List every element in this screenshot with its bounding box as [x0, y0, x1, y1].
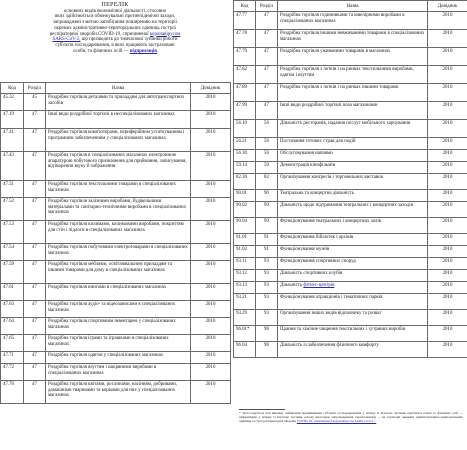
row-code: 93.13	[234, 282, 256, 294]
table-row	[234, 234, 467, 246]
row-section: 47	[24, 244, 46, 261]
right-page	[233, 0, 467, 450]
row-reference: 2010	[191, 261, 231, 284]
row-reference: 2010	[428, 30, 467, 48]
row-name: Роздрібна торгівля взуттям і шкіряними виробами в спеціалізованих магазинах	[46, 364, 191, 381]
table-row	[234, 190, 467, 202]
row-reference: 2010	[428, 202, 467, 218]
footnote	[239, 411, 463, 423]
row-code: 47.63	[1, 301, 24, 318]
row-name: Роздрібна торгівля одягом у спеціалізованих магазинах	[46, 352, 191, 364]
table-row	[1, 198, 231, 221]
row-section: 47	[24, 301, 46, 318]
row-section: 56	[256, 138, 278, 150]
row-name	[278, 282, 428, 294]
row-name: Постачання готових страв для подій	[278, 138, 428, 150]
table-row	[234, 120, 467, 138]
row-code: 56.30	[234, 150, 256, 162]
row-name: Роздрібна торгівля побутовими електротоварами в спеціалізованих магазинах	[46, 244, 191, 261]
heading-line-5a: респіраторної хвороби COVID-19, спричиненої	[49, 31, 149, 37]
table-row	[234, 84, 467, 102]
footnote-tail: COVID-19, спричиненої коронавірусом SARS-CoV-2.".	[296, 419, 377, 424]
row-reference: 2010	[191, 129, 231, 152]
heading-line-7: суб'єктів господарювання, в яких працюють застраховані	[55, 42, 175, 48]
document-heading	[0, 0, 230, 82]
row-section: 96	[256, 342, 278, 358]
row-reference: 2010	[428, 66, 467, 84]
row-code: 47.61	[1, 284, 24, 301]
row-code: 47.65	[1, 335, 24, 352]
row-reference: 2010	[191, 318, 231, 335]
header-section: Розділ	[256, 1, 278, 12]
table-row	[1, 364, 231, 381]
table-row	[234, 310, 467, 326]
row-code: 47.99	[234, 102, 256, 120]
table-row	[1, 261, 231, 284]
row-code: 47.78	[234, 30, 256, 48]
footnote-rule	[239, 409, 285, 410]
row-code: 90.02	[234, 202, 256, 218]
table-row	[234, 294, 467, 310]
table-row	[234, 30, 467, 48]
header-name: Назва	[46, 83, 191, 94]
row-section: 47	[256, 48, 278, 66]
table-row	[1, 335, 231, 352]
row-section: 47	[24, 221, 46, 244]
row-section: 93	[256, 270, 278, 282]
heading-line-8a: особи, та фізичних осіб —	[73, 48, 129, 54]
row-reference: 2010	[428, 12, 467, 30]
row-section: 56	[256, 150, 278, 162]
row-name: Роздрібна торгівля спортивним інвентарем у спеціалізованих магазинах	[46, 318, 191, 335]
row-name: Обслуговування напоями	[278, 150, 428, 162]
table-row	[1, 244, 231, 261]
row-reference: 2010	[428, 310, 467, 326]
row-section: 90	[256, 202, 278, 218]
footnote-text: * Застосовується для випадку зайнятими працівниками суб'єктів господарювання у зв'язку із втратою частини заробітної плати та фізичних осіб — підприємців у зв'язку із втратою частини доходу внаслідок запровадження ґарантованому ... на території окремих адміністративно-територіальних одиниць гострої респіраторної хвороби	[239, 411, 463, 424]
table-row	[234, 150, 467, 162]
heading-line-2: яких здійснюється обмежувальні протиепідемічні заходи,	[54, 14, 176, 20]
row-code: 47.77	[234, 12, 256, 30]
row-section: 93	[256, 258, 278, 270]
row-reference: 2010	[428, 234, 467, 246]
heading-link-entrepreneurs[interactable]: підприємців	[129, 48, 157, 54]
row-code: 47.59	[1, 261, 24, 284]
header-code: Код	[234, 1, 256, 12]
row-name: Функціонування музеїв	[278, 246, 428, 258]
row-name: Роздрібна торгівля годинниками та ювелірними виробами в спеціалізованих магазинах	[278, 12, 428, 30]
table-row	[1, 129, 231, 152]
row-reference: 2010	[191, 94, 231, 111]
row-reference: 2010	[428, 120, 467, 138]
row-name: Роздрібна торгівля книгами в спеціалізованих магазинах	[46, 284, 191, 301]
row-code: 56.10	[234, 120, 256, 138]
row-code: 47.76	[1, 381, 24, 404]
row-code: 47.51	[1, 181, 24, 198]
table-row	[234, 48, 467, 66]
heading-line-1: основних видів економічної діяльності, стосовно	[63, 8, 167, 14]
row-section: 47	[24, 129, 46, 152]
row-reference: 2010	[428, 294, 467, 310]
row-code: 91.01	[234, 234, 256, 246]
header-section: Розділ	[24, 83, 46, 94]
row-section: 47	[24, 352, 46, 364]
row-name: Роздрібна торгівля з лотків і на ринках текстильними виробами, одягом і взуттям	[278, 66, 428, 84]
row-section: 47	[24, 381, 46, 404]
row-code: 96.04	[234, 342, 256, 358]
heading-link-sars[interactable]: SARS-CoV-2,	[52, 37, 81, 43]
row-section: 93	[256, 294, 278, 310]
row-name: Роздрібна торгівля текстильними товарами в спеціалізованих магазинах	[46, 181, 191, 198]
row-reference: 2010	[428, 174, 467, 190]
table-row	[234, 174, 467, 190]
table-row	[234, 246, 467, 258]
table-row	[234, 218, 467, 234]
row-section: 47	[24, 284, 46, 301]
row-reference: 2010	[191, 152, 231, 181]
row-name: Інші види роздрібної торгівлі в неспеціалізованих магазинах	[46, 111, 191, 129]
table-row	[1, 352, 231, 364]
row-code: 93.21	[234, 294, 256, 310]
row-reference: 2010	[428, 150, 467, 162]
heading-line-3: запроваджені з метою запобігання поширенню на території	[52, 20, 177, 26]
row-code: 82.30	[234, 174, 256, 190]
row-reference: 2010	[191, 335, 231, 352]
activities-table-left	[0, 82, 231, 404]
row-reference: 2010	[428, 84, 467, 102]
table-header-row	[1, 83, 231, 94]
table-row	[1, 381, 231, 404]
row-name: Демонстрація кінофільмів	[278, 162, 428, 174]
row-reference: 2010	[428, 282, 467, 294]
row-code: 93.29	[234, 310, 256, 326]
row-name: Прання та хімічне чищення текстильних і хутряних виробів	[278, 326, 428, 342]
row-reference: 2010	[428, 102, 467, 120]
row-reference: 2010	[191, 221, 231, 244]
table-row	[1, 301, 231, 318]
left-page	[0, 0, 230, 450]
row-section: 96	[256, 326, 278, 342]
row-reference: 2010	[191, 301, 231, 318]
row-reference: 2010	[428, 270, 467, 282]
row-section: 90	[256, 190, 278, 202]
row-name: Роздрібна торгівля меблями, освітлювальним приладдям та іншими товарами для дому в спеціалізованих магазинах	[46, 261, 191, 284]
row-section: 56	[256, 120, 278, 138]
table-row	[234, 202, 467, 218]
table-row	[234, 342, 467, 358]
row-reference: 2010	[191, 198, 231, 221]
table-header-row	[234, 1, 467, 12]
table-row	[1, 318, 231, 335]
table-row	[234, 326, 467, 342]
row-section: 90	[256, 218, 278, 234]
row-code: 47.41	[1, 129, 24, 152]
row-reference: 2010	[428, 342, 467, 358]
row-reference: 2010	[428, 48, 467, 66]
row-code: 47.82	[234, 66, 256, 84]
fitness-link[interactable]: фітнес-центрів	[303, 283, 335, 288]
table-row	[234, 138, 467, 150]
row-code: 93.12	[234, 270, 256, 282]
row-name: Організування інших видів відпочинку та розваг	[278, 310, 428, 326]
row-name: Інші види роздрібної торгівлі поза магазинами	[278, 102, 428, 120]
row-section: 93	[256, 282, 278, 294]
table-row	[1, 221, 231, 244]
row-reference: 2010	[428, 138, 467, 150]
row-name: Функціонування театральних і концертних залів	[278, 218, 428, 234]
row-name: Роздрібна торгівля в спеціалізованих магазинах електронною апаратурою побутового призначення для приймання, записування, відтворення звуку й зображення	[46, 152, 191, 181]
row-section: 82	[256, 174, 278, 190]
row-reference: 2010	[191, 244, 231, 261]
row-reference: 2010	[191, 352, 231, 364]
row-code: 90.04	[234, 218, 256, 234]
row-reference: 2010	[428, 246, 467, 258]
row-code: 47.71	[1, 352, 24, 364]
table-row	[234, 282, 467, 294]
activities-table-right	[233, 0, 467, 358]
row-name: Функціонування атракціонів і тематичних парків	[278, 294, 428, 310]
row-code: 47.64	[1, 318, 24, 335]
row-code: 47.54	[1, 244, 24, 261]
row-name: Функціонування бібліотек і архівів	[278, 234, 428, 246]
row-code: 56.21	[234, 138, 256, 150]
heading-line-4: окремих адміністративно-територіальних одиниць гострої	[54, 25, 176, 31]
table-row	[234, 66, 467, 84]
row-code: 47.43	[1, 152, 24, 181]
heading-link-coronavirus[interactable]: коронавірусом	[149, 31, 181, 37]
row-code: 91.02	[234, 246, 256, 258]
row-name: Роздрібна торгівля квітами, рослинами, насінням, добривами, домашніми тваринами та кормами для них у спеціалізованих магазинах	[46, 381, 191, 404]
row-section: 47	[256, 102, 278, 120]
row-name: Функціонування спортивних споруд	[278, 258, 428, 270]
row-reference: 2010	[428, 162, 467, 174]
row-reference: 2010	[191, 111, 231, 129]
row-name: Організування конгресів і торговельних виставок	[278, 174, 428, 190]
row-section: 47	[24, 261, 46, 284]
row-section: 47	[256, 84, 278, 102]
row-code: 47.52	[1, 198, 24, 221]
row-section: 47	[24, 152, 46, 181]
row-reference: 2010	[428, 190, 467, 202]
row-section: 47	[24, 318, 46, 335]
heading-line-6b: що призводить до тимчасової зупинки роботи	[80, 37, 178, 43]
row-name: Роздрібна торгівля іграми та іграшками в спеціалізованих магазинах	[46, 335, 191, 352]
row-section: 91	[256, 246, 278, 258]
heading-line-8	[6, 49, 224, 55]
row-code: 47.19	[1, 111, 24, 129]
row-reference: 2010	[428, 218, 467, 234]
row-name: Роздрібна торгівля аудіо- та відеозаписами в спеціалізованих магазинах	[46, 301, 191, 318]
row-name: Діяльність із забезпечення фізичного комфорту	[278, 342, 428, 358]
table-row	[234, 162, 467, 174]
table-row	[1, 111, 231, 129]
table-row	[234, 270, 467, 282]
header-reference: Довідник	[428, 1, 467, 12]
row-code: 47.79	[234, 48, 256, 66]
header-name: Назва	[278, 1, 428, 12]
row-code: 47.72	[1, 364, 24, 381]
row-name: Роздрібна торгівля килимами, килимовими виробами, покриттям для стін і підлоги в спеціалізованих магазинах	[46, 221, 191, 244]
row-code: 93.11	[234, 258, 256, 270]
row-code: 45.32	[1, 94, 24, 111]
row-code: 47.53	[1, 221, 24, 244]
row-section: 59	[256, 162, 278, 174]
row-section: 47	[24, 335, 46, 352]
table-row	[1, 152, 231, 181]
row-name: Роздрібна торгівля комп'ютерами, периферійним устаткуванням і програмним забезпеченням у спеціалізованих магазинах	[46, 129, 191, 152]
row-name: Діяльність ресторанів, надання послуг мобільного харчування	[278, 120, 428, 138]
row-reference: 2010	[428, 326, 467, 342]
row-name: Роздрібна торгівля деталями та приладдям для автотранспортних засобів	[46, 94, 191, 111]
row-section: 47	[24, 111, 46, 129]
row-section: 47	[24, 364, 46, 381]
row-reference: 2010	[428, 258, 467, 270]
row-reference: 2010	[191, 181, 231, 198]
row-name: Роздрібна торгівля іншими невживаними товарами в спеціалізованих магазинах	[278, 30, 428, 48]
row-section: 47	[24, 181, 46, 198]
row-section: 93	[256, 310, 278, 326]
row-section: 47	[256, 66, 278, 84]
row-reference: 2010	[191, 364, 231, 381]
table-row	[1, 181, 231, 198]
row-name: Роздрібна торгівля залізними виробами, будівельними матеріалами та санітарно-технічними виробами в спеціалізованих магазинах	[46, 198, 191, 221]
row-name: Діяльність спортивних клубів	[278, 270, 428, 282]
row-name: Роздрібна торгівля уживаними товарами в магазинах	[278, 48, 428, 66]
row-name: Діяльність щодо підтримання театральних і концертних заходів	[278, 202, 428, 218]
header-code: Код	[1, 83, 24, 94]
row-section: 47	[24, 198, 46, 221]
row-section: 45	[24, 94, 46, 111]
table-row	[234, 102, 467, 120]
row-code: 47.89	[234, 84, 256, 102]
row-section: 47	[256, 30, 278, 48]
row-section: 91	[256, 234, 278, 246]
row-section: 47	[256, 12, 278, 30]
row-code: 96.01*	[234, 326, 256, 342]
row-reference: 2010	[191, 284, 231, 301]
table-row	[234, 12, 467, 30]
table-row	[1, 284, 231, 301]
table-row	[234, 258, 467, 270]
row-name-part: Діяльність	[280, 283, 304, 288]
header-reference: Довідник	[191, 83, 231, 94]
document-title: ПЕРЕЛІК	[101, 1, 129, 8]
table-row	[1, 94, 231, 111]
row-name: Роздрібна торгівля з лотків і на ринках іншими товарами	[278, 84, 428, 102]
row-name: Театральна та концертна діяльність	[278, 190, 428, 202]
row-code: 90.01	[234, 190, 256, 202]
row-code: 59.14	[234, 162, 256, 174]
row-reference: 2010	[191, 381, 231, 404]
